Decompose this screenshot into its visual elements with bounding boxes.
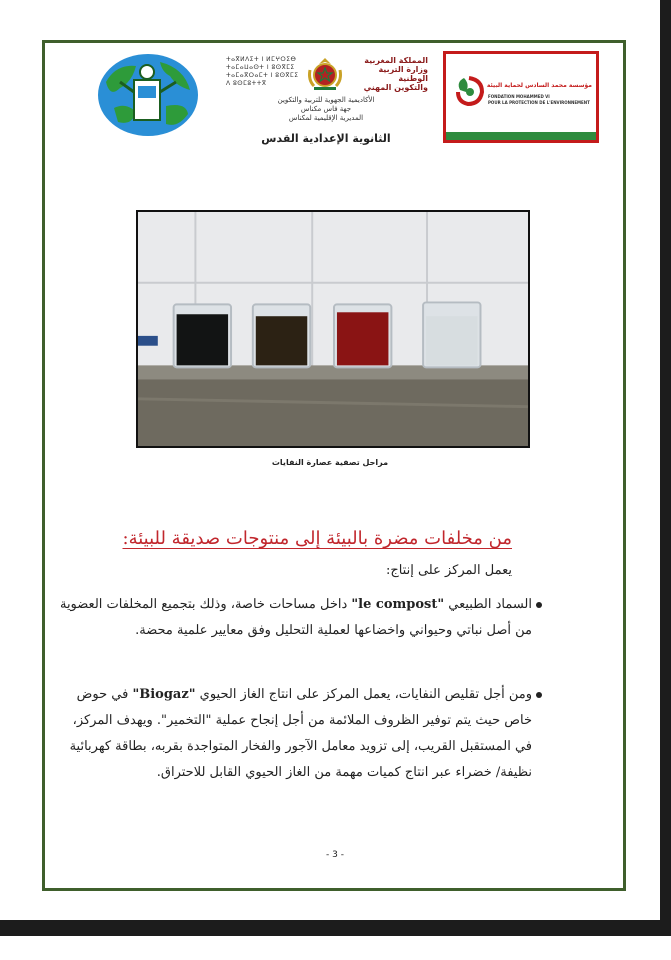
section-heading: من مخلفات مضرة بالبيئة إلى منتوجات صديقة للبيئة: <box>122 528 512 549</box>
leachate-beakers-photo <box>136 210 530 448</box>
section-intro: يعمل المركز على إنتاج: <box>385 563 512 578</box>
kingdom-emblem <box>306 56 344 92</box>
foundation-emblem-icon <box>452 74 486 108</box>
bullet-biogaz-line-3: في المستقبل القريب، إلى تزويد معامل الآجور والفخار المتواجدة بقربه، بطاقة كهربائية <box>69 739 532 754</box>
foundation-logo <box>443 51 599 143</box>
foundation-name-french: FONDATION MOHAMMED VI <box>488 94 550 99</box>
bullet-compost-line-1: السماد الطبيعي "le compost" داخل مساحات خاصة، وذلك بتجميع المخلفات العضوية <box>59 597 532 612</box>
bullet-compost-line-2: من أصل نباتي وحيواني واخضاعها لعملية التحليل وفق معايير علمية محضة. <box>135 623 532 638</box>
ministry-tifinagh: ⵜⴰⴳⵍⴷⵉⵜ ⵏ ⵍⵎⵖⵔⵉⴱ ⵜⴰⵎⴰⵡⴰⵙⵜ ⵏ ⵓⵙⴳⵎⵉ ⵜⴰⵎⴰⴳⵔⴰⵎⵜ ⵏ ⵓⵙⴳⵎⵉ ⴷ ⵓⵙⵎⵓⵜⵜⴳ <box>226 56 299 87</box>
bullet-compost <box>59 592 532 644</box>
next-page-edge <box>0 936 671 960</box>
page-number: - 3 - <box>326 850 344 860</box>
photo-caption: مراحل تصفية عصارة النفايات <box>271 458 389 467</box>
ministry-arabic: المملكة المغربية وزارة التربية الوطنية والتكوين المهني <box>363 56 428 92</box>
school-name: الثانوية الإعدادية القدس <box>261 132 391 145</box>
foundation-green-stripe <box>446 132 596 140</box>
ministry-header <box>222 56 430 156</box>
bullet-biogaz-line-4: نظيفة/ خضراء عبر انتاج كميات مهمة من الغاز الحيوي القابل للاحتراق. <box>156 765 532 780</box>
eco-school-logo <box>96 52 200 138</box>
foundation-name-arabic: مؤسسة محمد السادس لحماية البيئة <box>486 82 592 89</box>
bullet-biogaz <box>69 682 532 786</box>
bullet-biogaz-line-2: خاص حيث يتم توفير الظروف الملائمة من أجل إنجاح عملية "التخمير". ويهدف المركز، <box>72 713 532 728</box>
bullet-dot <box>536 602 542 608</box>
bullet-biogaz-line-1: ومن أجل تقليص النفايات، يعمل المركز على انتاج الغاز الحيوي "Biogaz" في حوض <box>76 687 532 702</box>
bullet-dot <box>536 692 542 698</box>
academy-lines: الأكاديمية الجهوية للتربية والتكوين جهة فاس مكناس المديرية الإقليمية لمكناس <box>277 96 375 122</box>
foundation-name-french-2: POUR LA PROTECTION DE L'ENVIRONNEMENT <box>488 100 590 105</box>
